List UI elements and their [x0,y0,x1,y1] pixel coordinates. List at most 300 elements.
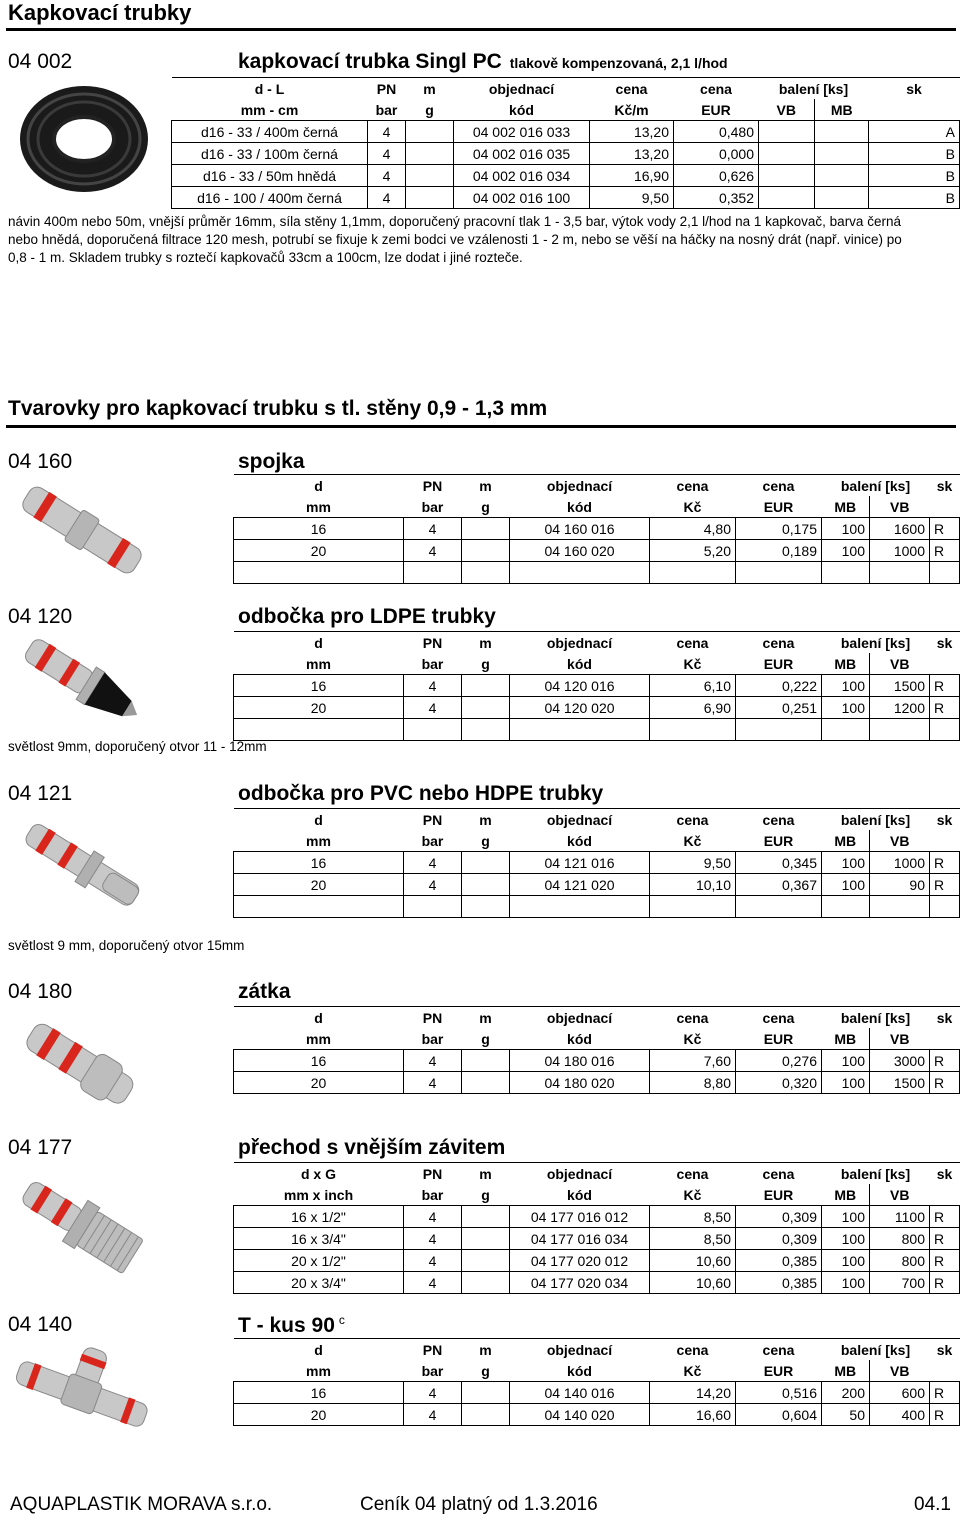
column-unit: bar [404,1028,462,1050]
table-cell: R [930,1404,960,1426]
section-title-text: kapkovací trubka Singl PC [238,50,502,73]
column-header: cena [736,1339,822,1361]
table-cell: 100 [822,675,870,697]
table-cell: 6,90 [650,697,736,719]
table-row [234,1250,960,1272]
column-unit: kód [510,1028,650,1050]
column-unit [869,99,960,121]
table-cell: 9,50 [650,852,736,874]
table-cell: 13,20 [590,143,674,165]
column-unit: MB [822,653,870,675]
table-row [234,675,960,697]
table-cell [822,719,870,741]
table-unit-row [234,653,960,675]
table-cell [510,896,650,918]
column-header: objednací [510,1163,650,1185]
title-rule [6,28,956,31]
column-header: PN [368,78,406,100]
table-cell: 400 [870,1404,930,1426]
table-cell [462,874,510,896]
table-cell [462,852,510,874]
table-cell: B [869,187,960,209]
table-cell [736,719,822,741]
table-header-row [234,475,960,497]
column-unit: Kč [650,653,736,675]
table-cell: 16 x 1/2" [234,1206,404,1228]
table-cell [462,1072,510,1094]
price-table-04177 [233,1162,960,1294]
column-header: objednací [510,1339,650,1361]
section-title-text: T - kus 90 [238,1314,335,1337]
table-cell [234,896,404,918]
table-cell: 16,60 [650,1404,736,1426]
section-title-04121: odbočka pro PVC nebo HDPE trubky [238,782,604,805]
column-header: d - L [172,78,368,100]
column-unit: EUR [736,496,822,518]
table-unit-row [234,1028,960,1050]
table-cell: 100 [822,1206,870,1228]
column-header: cena [736,809,822,831]
degree-mark: c [338,1313,345,1327]
column-unit: kód [510,1360,650,1382]
table-cell: 04 140 020 [510,1404,650,1426]
table-cell: 100 [822,1228,870,1250]
table-cell: d16 - 100 / 400m černá [172,187,368,209]
table-cell: B [869,143,960,165]
table-cell: 0,320 [736,1072,822,1094]
table-cell: 0,189 [736,540,822,562]
table-cell: 16 [234,518,404,540]
column-unit: VB [759,99,815,121]
table-cell: 04 002 016 100 [454,187,590,209]
table-header-row [234,1007,960,1029]
column-unit: VB [870,1184,930,1206]
section-code-04002: 04 002 [8,50,73,73]
table-cell [736,896,822,918]
table-row [234,1404,960,1426]
table-cell [462,1228,510,1250]
column-header: PN [404,1163,462,1185]
table-cell: 10,60 [650,1272,736,1294]
table-cell [462,540,510,562]
column-header: objednací [510,632,650,654]
column-unit: kód [510,1184,650,1206]
table-cell: 0,480 [674,121,759,143]
column-header: cena [650,1163,736,1185]
table-header-row [172,78,960,100]
table-cell: 16 [234,1382,404,1404]
fittings-rule [6,425,956,428]
section-title-04140 [238,1313,345,1338]
table-cell [870,896,930,918]
table-cell: 20 x 3/4" [234,1272,404,1294]
section-title-04160: spojka [238,450,305,473]
table-cell: 600 [870,1382,930,1404]
table-cell: 04 121 020 [510,874,650,896]
column-header: m [462,1007,510,1029]
footer-pricelist: Ceník 04 platný od 1.3.2016 [360,1494,598,1515]
table-cell: 700 [870,1272,930,1294]
section-subtitle: tlakově kompenzovaná, 2,1 l/hod [509,55,728,71]
table-cell [510,562,650,584]
table-cell: 0,352 [674,187,759,209]
drip-tube-coil-image [14,80,154,198]
section-code-04180: 04 180 [8,980,73,1003]
column-header: d [234,1007,404,1029]
column-header: cena [736,1163,822,1185]
section-code-04160: 04 160 [8,450,73,473]
table-cell: 8,50 [650,1228,736,1250]
table-cell: 4 [404,1404,462,1426]
table-cell: 100 [822,1272,870,1294]
section-title-04177: přechod s vnějším závitem [238,1136,506,1159]
column-unit: bar [404,1360,462,1382]
table-unit-row [234,1360,960,1382]
table-cell [815,165,869,187]
column-header: balení [ks] [759,78,869,100]
table-cell [870,562,930,584]
table-cell: 1500 [870,1072,930,1094]
table-cell: 04 177 016 012 [510,1206,650,1228]
table-cell [462,1050,510,1072]
column-unit: mm [234,653,404,675]
column-unit: mm [234,1028,404,1050]
table-cell: 20 x 1/2" [234,1250,404,1272]
column-unit: MB [822,1028,870,1050]
column-unit: g [462,1184,510,1206]
table-cell [650,719,736,741]
table-cell: 10,10 [650,874,736,896]
column-unit: kód [454,99,590,121]
table-cell: R [930,1050,960,1072]
table-cell [404,896,462,918]
column-unit: g [406,99,454,121]
table-cell: R [930,1206,960,1228]
table-cell [759,187,815,209]
column-unit: VB [870,653,930,675]
table-cell [406,165,454,187]
table-cell: 10,60 [650,1250,736,1272]
column-unit: VB [870,496,930,518]
table-cell: 4,80 [650,518,736,540]
table-cell [759,121,815,143]
column-unit: mm [234,830,404,852]
table-cell: 0,345 [736,852,822,874]
table-cell [462,675,510,697]
table-cell: 4 [368,121,406,143]
column-header: d [234,632,404,654]
table-cell [462,1206,510,1228]
table-row [234,1272,960,1294]
column-header: PN [404,809,462,831]
price-table-04180 [233,1006,960,1094]
column-header: PN [404,1007,462,1029]
column-unit: VB [870,1360,930,1382]
price-table-04140 [233,1338,960,1426]
table-cell: R [930,518,960,540]
table-row [234,719,960,741]
price-table-04120 [233,631,960,741]
table-cell [930,896,960,918]
table-cell: 1100 [870,1206,930,1228]
table-cell: 0,222 [736,675,822,697]
table-row [234,1050,960,1072]
column-unit: EUR [736,1360,822,1382]
column-unit: mm x inch [234,1184,404,1206]
column-header: cena [650,1007,736,1029]
table-cell [406,143,454,165]
table-row [172,165,960,187]
table-cell [930,719,960,741]
table-cell: 1500 [870,675,930,697]
column-header: cena [736,475,822,497]
table-cell [462,562,510,584]
table-cell: d16 - 33 / 400m černá [172,121,368,143]
table-cell: 16 [234,852,404,874]
column-header: m [462,1339,510,1361]
column-header: balení [ks] [822,809,930,831]
table-cell: 04 120 020 [510,697,650,719]
table-cell [234,562,404,584]
table-cell: 100 [822,852,870,874]
table-row [234,852,960,874]
table-cell [462,518,510,540]
column-header: objednací [510,809,650,831]
column-unit: EUR [736,653,822,675]
table-cell [815,143,869,165]
table-cell [650,896,736,918]
column-unit: kód [510,496,650,518]
table-cell: 13,20 [590,121,674,143]
column-unit: g [462,1360,510,1382]
table-cell: 04 177 020 034 [510,1272,650,1294]
table-cell: 4 [404,1228,462,1250]
column-header: balení [ks] [822,1339,930,1361]
table-cell [462,1404,510,1426]
tee-90-image [10,1342,155,1442]
column-header: d [234,475,404,497]
table-row [172,121,960,143]
table-cell: R [930,540,960,562]
column-header: balení [ks] [822,632,930,654]
table-cell: 0,175 [736,518,822,540]
table-cell: 0,309 [736,1228,822,1250]
column-header: balení [ks] [822,1163,930,1185]
column-header: sk [930,1339,960,1361]
column-unit: Kč [650,1360,736,1382]
table-cell [404,562,462,584]
column-unit: g [462,1028,510,1050]
table-cell: 1000 [870,852,930,874]
column-unit [930,1028,960,1050]
column-header: m [462,632,510,654]
table-cell: 3000 [870,1050,930,1072]
table-row [234,1072,960,1094]
table-cell: 14,20 [650,1382,736,1404]
column-unit: bar [404,1184,462,1206]
column-header: d [234,1339,404,1361]
table-header-row [234,1163,960,1185]
table-cell [462,1382,510,1404]
column-header: balení [ks] [822,475,930,497]
column-unit: MB [822,830,870,852]
table-cell [462,719,510,741]
table-cell: 4 [404,1250,462,1272]
table-cell [822,896,870,918]
column-unit: EUR [736,1184,822,1206]
column-header: m [462,475,510,497]
column-header: sk [930,1163,960,1185]
column-header: cena [650,632,736,654]
column-header: m [462,809,510,831]
table-cell: 16 [234,675,404,697]
table-row [172,187,960,209]
table-cell: 4 [404,697,462,719]
column-unit: mm [234,496,404,518]
table-cell: 0,516 [736,1382,822,1404]
price-table-04002 [171,77,960,209]
column-unit: bar [368,99,406,121]
table-cell [404,719,462,741]
table-cell: 4 [368,187,406,209]
table-cell [406,187,454,209]
column-unit: mm [234,1360,404,1382]
table-cell: 16,90 [590,165,674,187]
end-plug-image [12,1010,152,1120]
table-cell [736,562,822,584]
table-cell: 20 [234,1072,404,1094]
price-table-04121 [233,808,960,918]
table-header-row [234,809,960,831]
table-cell: 4 [368,165,406,187]
table-cell: 0,000 [674,143,759,165]
table-cell: 100 [822,697,870,719]
table-cell: 6,10 [650,675,736,697]
section-title-04002 [238,50,728,74]
section-title-04120: odbočka pro LDPE trubky [238,605,496,628]
table-cell: 20 [234,540,404,562]
table-cell: 04 140 016 [510,1382,650,1404]
table-unit-row [234,830,960,852]
column-unit: kód [510,653,650,675]
ldpe-branch-image [14,633,154,733]
column-header: PN [404,632,462,654]
column-unit [930,1184,960,1206]
table-cell: 04 180 020 [510,1072,650,1094]
section-title-04180: zátka [238,980,291,1003]
table-cell: 800 [870,1228,930,1250]
table-cell: 50 [822,1404,870,1426]
table-cell: R [930,852,960,874]
table-cell: d16 - 33 / 100m černá [172,143,368,165]
column-header: sk [930,1007,960,1029]
table-cell: 4 [404,874,462,896]
column-unit: g [462,830,510,852]
section-code-04121: 04 121 [8,782,73,805]
table-cell: B [869,165,960,187]
column-header: cena [590,78,674,100]
column-header: cena [650,475,736,497]
table-header-row [234,632,960,654]
column-header: objednací [454,78,590,100]
column-header: sk [930,632,960,654]
column-unit: bar [404,830,462,852]
coupling-image [12,478,152,583]
column-header: PN [404,475,462,497]
table-cell: R [930,1382,960,1404]
table-cell: R [930,697,960,719]
table-cell: d16 - 33 / 50m hnědá [172,165,368,187]
table-cell: 04 160 016 [510,518,650,540]
table-cell: 04 002 016 033 [454,121,590,143]
table-cell: 100 [822,874,870,896]
column-unit: VB [870,1028,930,1050]
table-cell: 0,276 [736,1050,822,1072]
table-cell [815,121,869,143]
threaded-adapter-image [12,1165,152,1285]
table-cell: 04 002 016 035 [454,143,590,165]
table-cell: 4 [404,518,462,540]
column-header: cena [736,632,822,654]
column-unit: Kč [650,830,736,852]
table-cell: 5,20 [650,540,736,562]
table-cell: 0,309 [736,1206,822,1228]
table-cell: 8,50 [650,1206,736,1228]
column-unit: EUR [736,830,822,852]
table-row [234,1228,960,1250]
table-cell: 4 [404,852,462,874]
column-unit: MB [822,1360,870,1382]
table-cell [406,121,454,143]
column-unit [930,653,960,675]
table-cell: 7,60 [650,1050,736,1072]
table-unit-row [172,99,960,121]
table-cell: 9,50 [590,187,674,209]
table-cell [510,719,650,741]
table-cell: 20 [234,697,404,719]
table-cell: 04 177 016 034 [510,1228,650,1250]
table-cell: 0,626 [674,165,759,187]
table-row [234,1206,960,1228]
table-cell: 200 [822,1382,870,1404]
column-unit: g [462,653,510,675]
table-row [234,874,960,896]
table-cell: 1600 [870,518,930,540]
table-cell: R [930,1250,960,1272]
table-cell: 100 [822,1050,870,1072]
table-cell: 800 [870,1250,930,1272]
note-04120: světlost 9mm, doporučený otvor 11 - 12mm [8,739,267,754]
table-cell [462,896,510,918]
price-table-04160 [233,474,960,584]
section-code-04140: 04 140 [8,1313,73,1336]
table-cell: 4 [404,1272,462,1294]
table-cell: R [930,675,960,697]
table-cell: 100 [822,1072,870,1094]
table-cell: R [930,1072,960,1094]
column-unit: mm - cm [172,99,368,121]
column-unit: MB [822,496,870,518]
table-cell: 4 [404,1050,462,1072]
table-cell [650,562,736,584]
table-cell: 0,251 [736,697,822,719]
page-title: Kapkovací trubky [8,0,192,25]
column-header: PN [404,1339,462,1361]
table-cell: 16 [234,1050,404,1072]
column-unit [930,496,960,518]
column-header: cena [674,78,759,100]
column-header: objednací [510,475,650,497]
